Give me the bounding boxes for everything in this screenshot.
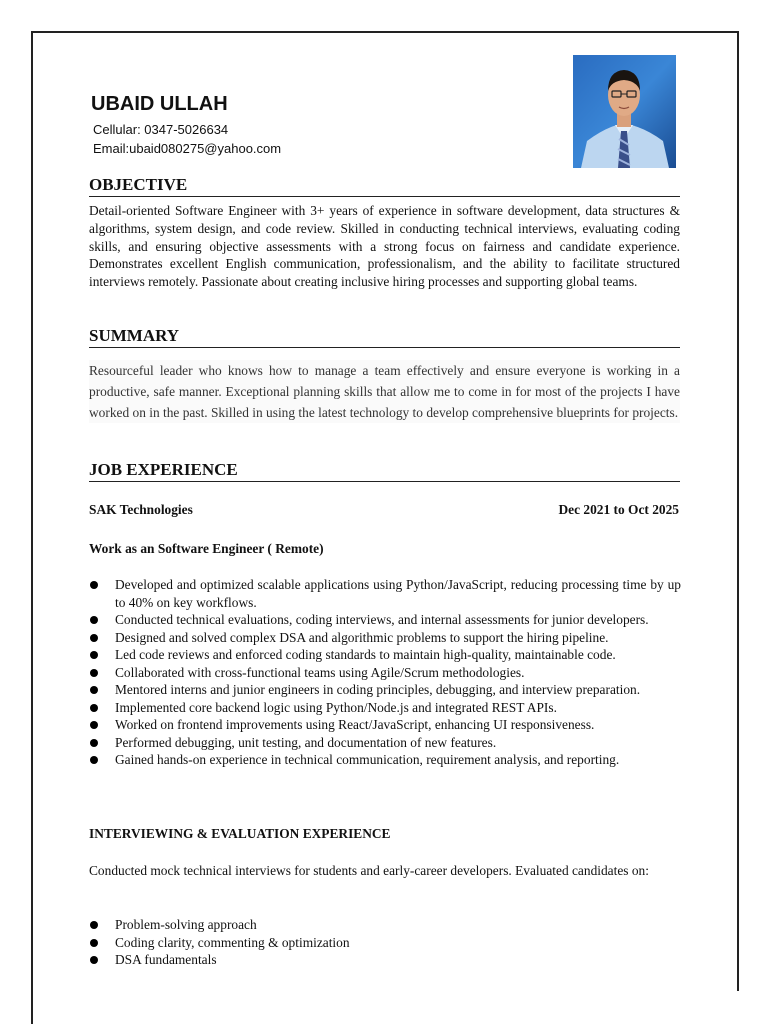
list-item: Performed debugging, unit testing, and documentation of new features. <box>89 734 681 752</box>
list-item: Collaborated with cross-functional teams using Agile/Scrum methodologies. <box>89 664 681 682</box>
list-item: Worked on frontend improvements using React/JavaScript, enhancing UI responsiveness. <box>89 716 681 734</box>
job-experience-heading: JOB EXPERIENCE <box>89 460 680 482</box>
page-border-right <box>737 31 739 991</box>
list-item: Coding clarity, commenting & optimization <box>89 934 681 952</box>
page-border-top <box>31 31 739 33</box>
cellular-number: Cellular: 0347-5026634 <box>93 122 229 137</box>
bullet-icon <box>90 581 98 589</box>
bullet-icon <box>90 686 98 694</box>
interviewing-heading: INTERVIEWING & EVALUATION EXPERIENCE <box>89 826 391 841</box>
email-address: Email:ubaid080275@yahoo.com <box>93 141 282 156</box>
bullet-icon <box>90 721 98 729</box>
objective-text: Detail-oriented Software Engineer with 3+ years of experience in software development, data structures & algorithms, system design, and code review. Skilled in conducting technical interviews, evaluating coding skills, and ensuring objective assessments with a strong focus on fairness and candidate experience. Demonstrates excellent English communication, professionalism, and the ability to facilitate structured interviews remotely. Passionate about creating inclusive hiring processes and supporting global teams. <box>89 203 680 290</box>
summary-text: Resourceful leader who knows how to manage a team effectively and ensure everyone is working in a productive, safe manner. Exceptional planning skills that allow me to come in for most of the projects I have worked on in the past. Skilled in using the latest technology to develop comprehensive blueprints for projects. <box>89 360 680 423</box>
list-item: Designed and solved complex DSA and algorithmic problems to support the hiring pipeline. <box>89 629 681 647</box>
list-item: Mentored interns and junior engineers in coding principles, debugging, and interview preparation. <box>89 681 681 699</box>
job-dates: Dec 2021 to Oct 2025 <box>558 502 679 517</box>
list-item: Conducted technical evaluations, coding interviews, and internal assessments for junior developers. <box>89 611 681 629</box>
bullet-icon <box>90 756 98 764</box>
bullet-icon <box>90 651 98 659</box>
bullet-icon <box>90 939 98 947</box>
list-item: Gained hands-on experience in technical communication, requirement analysis, and reporting. <box>89 751 681 769</box>
summary-heading: SUMMARY <box>89 326 680 348</box>
bullet-icon <box>90 739 98 747</box>
list-item: DSA fundamentals <box>89 951 681 969</box>
list-item: Problem-solving approach <box>89 916 681 934</box>
list-item: Developed and optimized scalable applications using Python/JavaScript, reducing processing time by up to 40% on key workflows. <box>89 576 681 611</box>
interviewing-bullet-list <box>89 916 681 969</box>
job-bullet-list <box>89 576 681 769</box>
bullet-icon <box>90 634 98 642</box>
list-item: Implemented core backend logic using Python/Node.js and integrated REST APIs. <box>89 699 681 717</box>
bullet-icon <box>90 616 98 624</box>
bullet-icon <box>90 956 98 964</box>
interviewing-intro: Conducted mock technical interviews for students and early-career developers. Evaluated candidates on: <box>89 863 649 878</box>
list-item: Led code reviews and enforced coding standards to maintain high-quality, maintainable code. <box>89 646 681 664</box>
bullet-icon <box>90 704 98 712</box>
job-role: Work as an Software Engineer ( Remote) <box>89 541 324 556</box>
objective-heading: OBJECTIVE <box>89 175 680 197</box>
candidate-name: UBAID ULLAH <box>91 93 228 115</box>
company-name: SAK Technologies <box>89 502 193 517</box>
bullet-icon <box>90 669 98 677</box>
bullet-icon <box>90 921 98 929</box>
page-border-left <box>31 31 33 1024</box>
profile-photo <box>573 55 676 168</box>
